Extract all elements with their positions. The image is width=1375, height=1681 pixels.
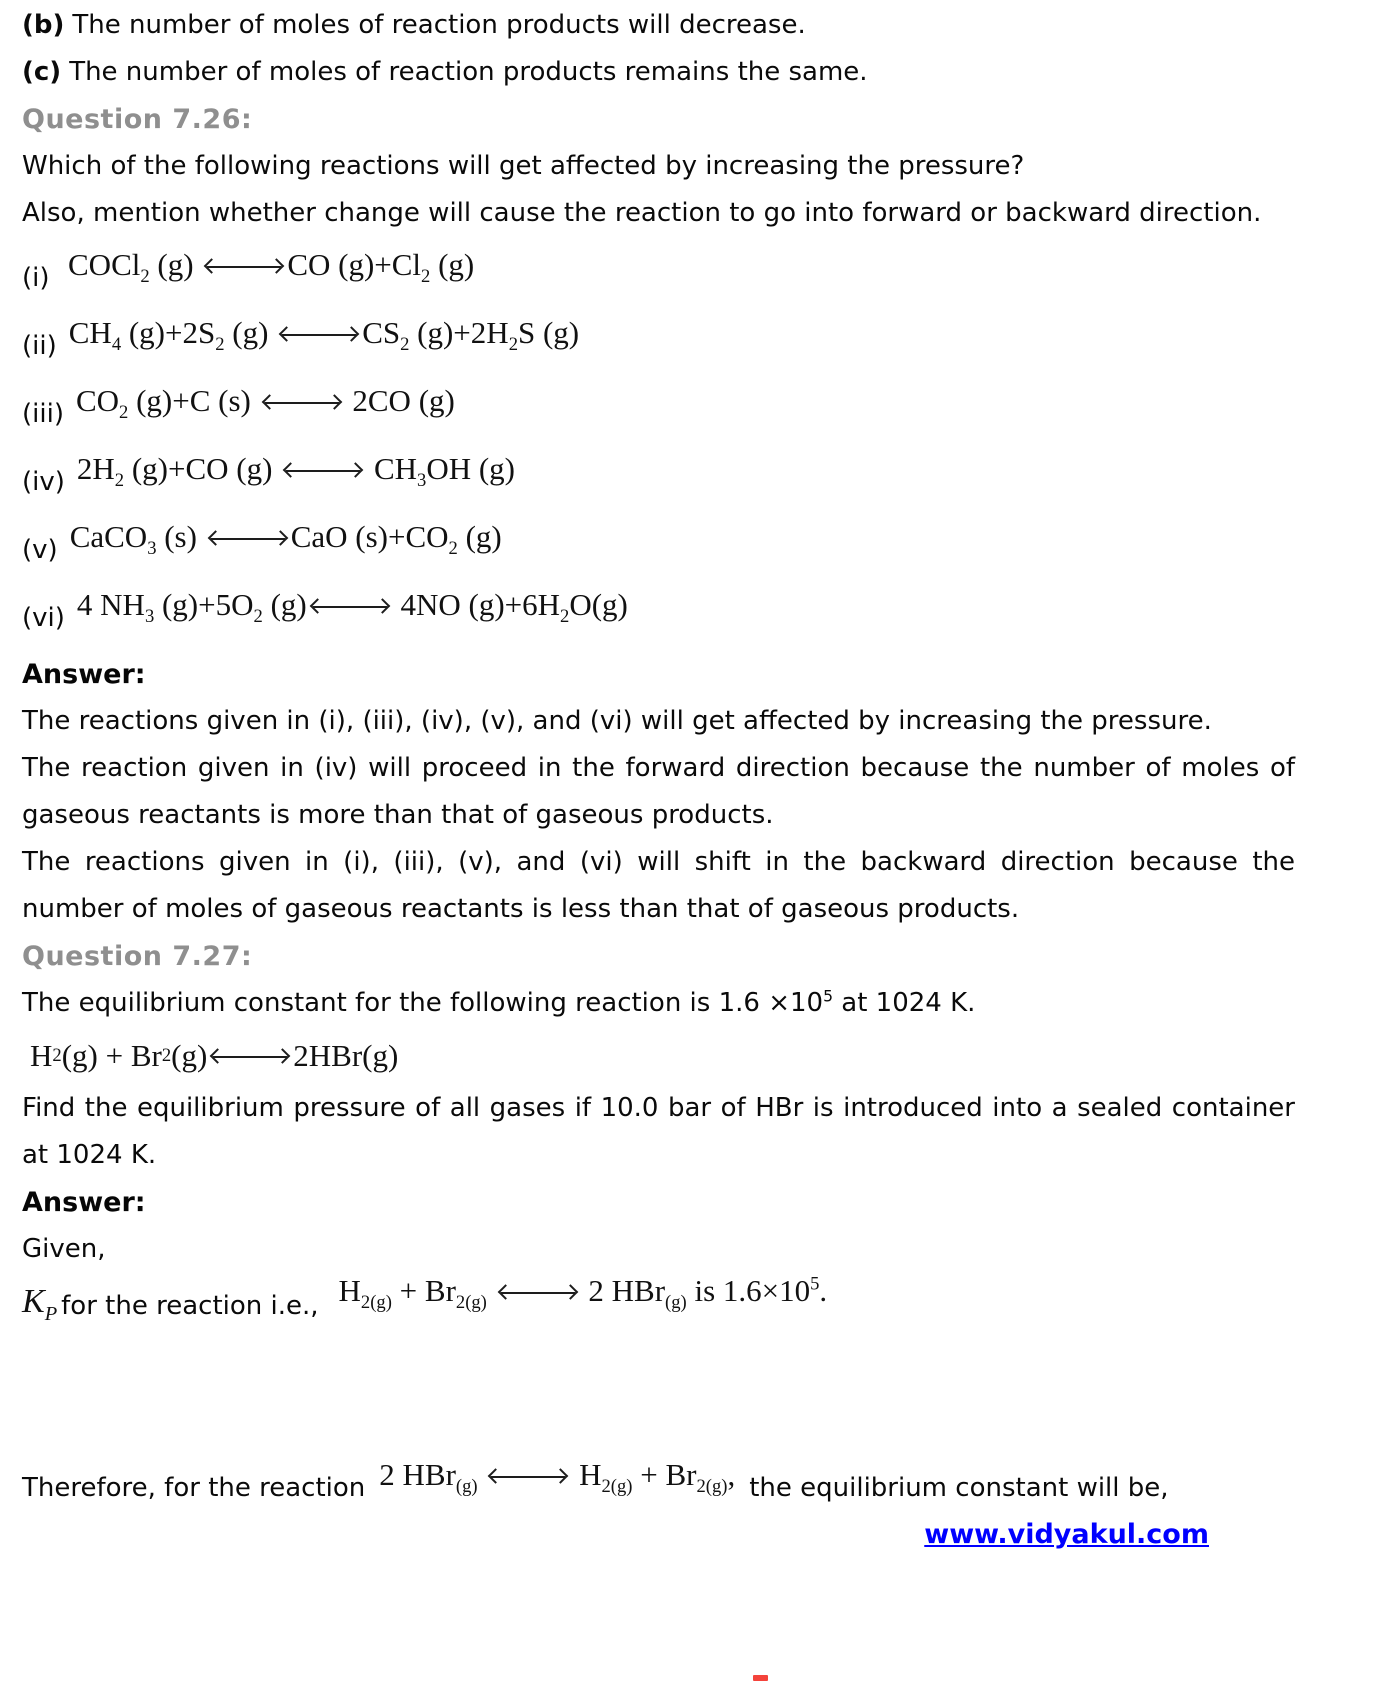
equilibrium-arrow-icon [262, 392, 342, 412]
q27-reaction-formula: H 2 (g) + Br 2 (g) 2HBr(g) [30, 1038, 399, 1073]
red-artifact-mark [753, 1675, 768, 1681]
equilibrium-arrow-icon [204, 256, 284, 276]
reaction-formula-ii: $CH_4$ $(g)+2S_2$ (g) $CS_2$ $(g)+2H_2S$ (g) [68, 315, 580, 356]
therefore-reaction-formula: 2 HBr$_{(g)}$ $H_{2(g)} + Br_{2(g)}$, [379, 1457, 736, 1498]
q26-intro-line1: Which of the following reactions will get affected by increasing the pressure? [22, 151, 1025, 181]
equilibrium-arrow-icon [210, 1046, 290, 1066]
equilibrium-arrow-icon [283, 460, 363, 480]
equilibrium-arrow-icon [310, 596, 390, 616]
reaction-row-vi [22, 583, 1295, 651]
q26-answer-paragraph-3: The reactions given in (i), (iii), (v), and (vi) will shift in the backward direction because the number of moles of gaseous reactants is less than that of gaseous products. [22, 847, 1295, 924]
kp-reaction-formula: $H_{2(g)} + Br_{2(g)}$ 2 HBr$_{(g)}$ is $1.6\times 10^5$. [338, 1273, 828, 1314]
reaction-row-v [22, 515, 1295, 583]
therefore-text-after: the equilibrium constant will be, [749, 1473, 1169, 1503]
reaction-label-iv: (iv) [22, 467, 65, 497]
option-c-line [22, 49, 1295, 96]
reaction-row-ii [22, 311, 1295, 379]
kp-symbol: $K_P$ [22, 1283, 58, 1325]
reaction-label-ii: (ii) [22, 331, 57, 361]
reaction-formula-iv: $2H_2$ (g)+CO (g) $CH_3OH$ (g) [76, 451, 515, 492]
q26-reaction-list [22, 243, 1295, 651]
kp-statement-line [22, 1273, 1295, 1337]
reaction-formula-i: COCl$_2$ (g) CO $(g)+Cl_2$ (g) [68, 247, 475, 288]
q27-answer-heading: Answer: [22, 1187, 146, 1218]
reaction-label-v: (v) [22, 535, 58, 565]
q27-question-line: Find the equilibrium pressure of all gases if 10.0 bar of HBr is introduced into a sealed container at 1024 K. [22, 1093, 1295, 1170]
q26-answer-paragraph-1: The reactions given in (i), (iii), (iv), (v), and (vi) will get affected by increasing the pressure. [22, 706, 1212, 736]
kp-text: for the reaction i.e., [61, 1291, 319, 1321]
option-c-text: The number of moles of reaction products remains the same. [69, 57, 868, 87]
q26-answer-heading: Answer: [22, 659, 146, 690]
vidyakul-link[interactable]: www.vidyakul.com [924, 1519, 1209, 1550]
footer-row [22, 1519, 1295, 1550]
therefore-text-before: Therefore, for the reaction [22, 1473, 366, 1503]
question-7-26-heading: Question 7.26: [22, 104, 253, 135]
q27-intro-line: The equilibrium constant for the following reaction is $1.6 \times 10^5$ at 1024 K. [22, 987, 976, 1018]
q26-intro-line2: Also, mention whether change will cause the reaction to go into forward or backward direction. [22, 198, 1262, 228]
reaction-row-iii [22, 379, 1295, 447]
q27-given-label: Given, [22, 1234, 106, 1264]
reaction-row-iv [22, 447, 1295, 515]
reaction-label-iii: (iii) [22, 399, 64, 429]
equilibrium-arrow-icon [208, 528, 288, 548]
reaction-row-i [22, 243, 1295, 311]
equilibrium-arrow-icon [498, 1282, 578, 1302]
equilibrium-arrow-icon [488, 1466, 568, 1486]
option-c-label: (c) [22, 57, 62, 87]
reaction-label-vi: (vi) [22, 603, 65, 633]
equilibrium-arrow-icon [279, 324, 359, 344]
reaction-formula-v: CaCO$_3$ (s) CaO $(s)+CO_2$ (g) [69, 519, 502, 560]
therefore-statement-line [22, 1457, 1295, 1515]
question-7-27-heading: Question 7.27: [22, 941, 253, 972]
q26-answer-paragraph-2: The reaction given in (iv) will proceed in the forward direction because the number of moles of gaseous reactants is more than that of gaseous products. [22, 753, 1295, 830]
reaction-formula-vi: 4 $NH_3$ $(g)+5O_2$ (g) 4NO $(g)+6H_2O(g)$ [76, 587, 628, 628]
option-b-line [22, 2, 1295, 49]
reaction-label-i: (i) [22, 263, 50, 293]
option-b-label: (b) [22, 10, 65, 40]
option-b-text: The number of moles of reaction products will decrease. [72, 10, 806, 40]
reaction-formula-iii: $CO_2$ (g)+C (s) 2CO (g) [75, 383, 455, 424]
